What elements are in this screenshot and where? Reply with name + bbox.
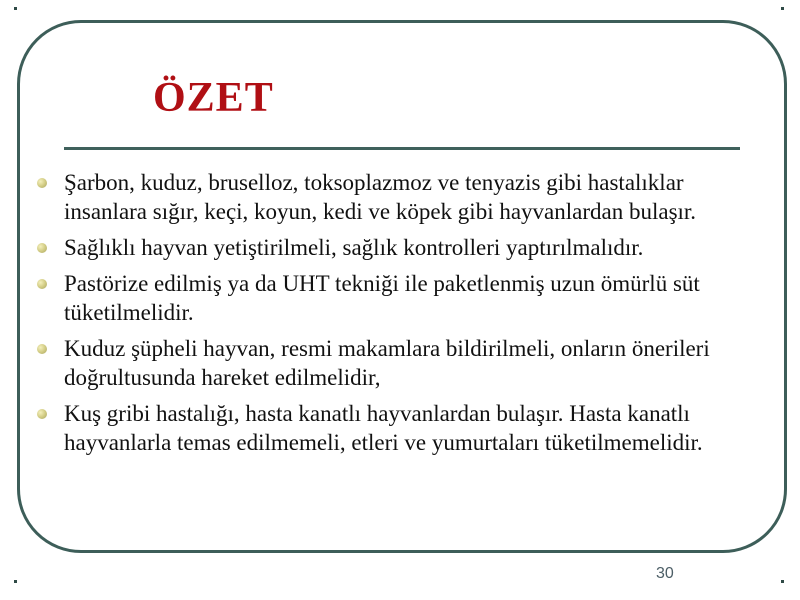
- corner-dot-bottom-right: [781, 580, 784, 583]
- corner-dot-top-right: [781, 7, 784, 10]
- bullet-text: Kuş gribi hastalığı, hasta kanatlı hayvanlardan bulaşır. Hasta kanatlı hayvanlarla temas edilmemeli, etleri ve yumurtaları tüketilmemelidir.: [64, 401, 703, 455]
- bullet-item: [37, 334, 757, 392]
- slide-title: ÖZET: [153, 75, 274, 121]
- bullet-dot-icon: [37, 344, 47, 354]
- bullet-dot-icon: [37, 243, 47, 253]
- title-divider: [64, 147, 740, 150]
- bullet-dot-icon: [37, 279, 47, 289]
- page-number: 30: [656, 565, 674, 582]
- bullet-item: [37, 168, 757, 226]
- bullet-item: [37, 269, 757, 327]
- corner-dot-top-left: [14, 7, 17, 10]
- bullet-text: Sağlıklı hayvan yetiştirilmeli, sağlık kontrolleri yaptırılmalıdır.: [64, 235, 644, 260]
- bullet-list: [37, 168, 757, 464]
- bullet-text: Şarbon, kuduz, bruselloz, toksoplazmoz ve tenyazis gibi hastalıklar insanlara sığır, keçi, koyun, kedi ve köpek gibi hayvanlardan bulaşır.: [64, 170, 697, 224]
- bullet-dot-icon: [37, 409, 47, 419]
- bullet-dot-icon: [37, 178, 47, 188]
- bullet-item: [37, 233, 757, 262]
- corner-dot-bottom-left: [14, 580, 17, 583]
- bullet-text: Kuduz şüpheli hayvan, resmi makamlara bildirilmeli, onların önerileri doğrultusunda hareket edilmelidir,: [64, 336, 710, 390]
- bullet-text: Pastörize edilmiş ya da UHT tekniği ile paketlenmiş uzun ömürlü süt tüketilmelidir.: [64, 271, 700, 325]
- bullet-item: [37, 399, 757, 457]
